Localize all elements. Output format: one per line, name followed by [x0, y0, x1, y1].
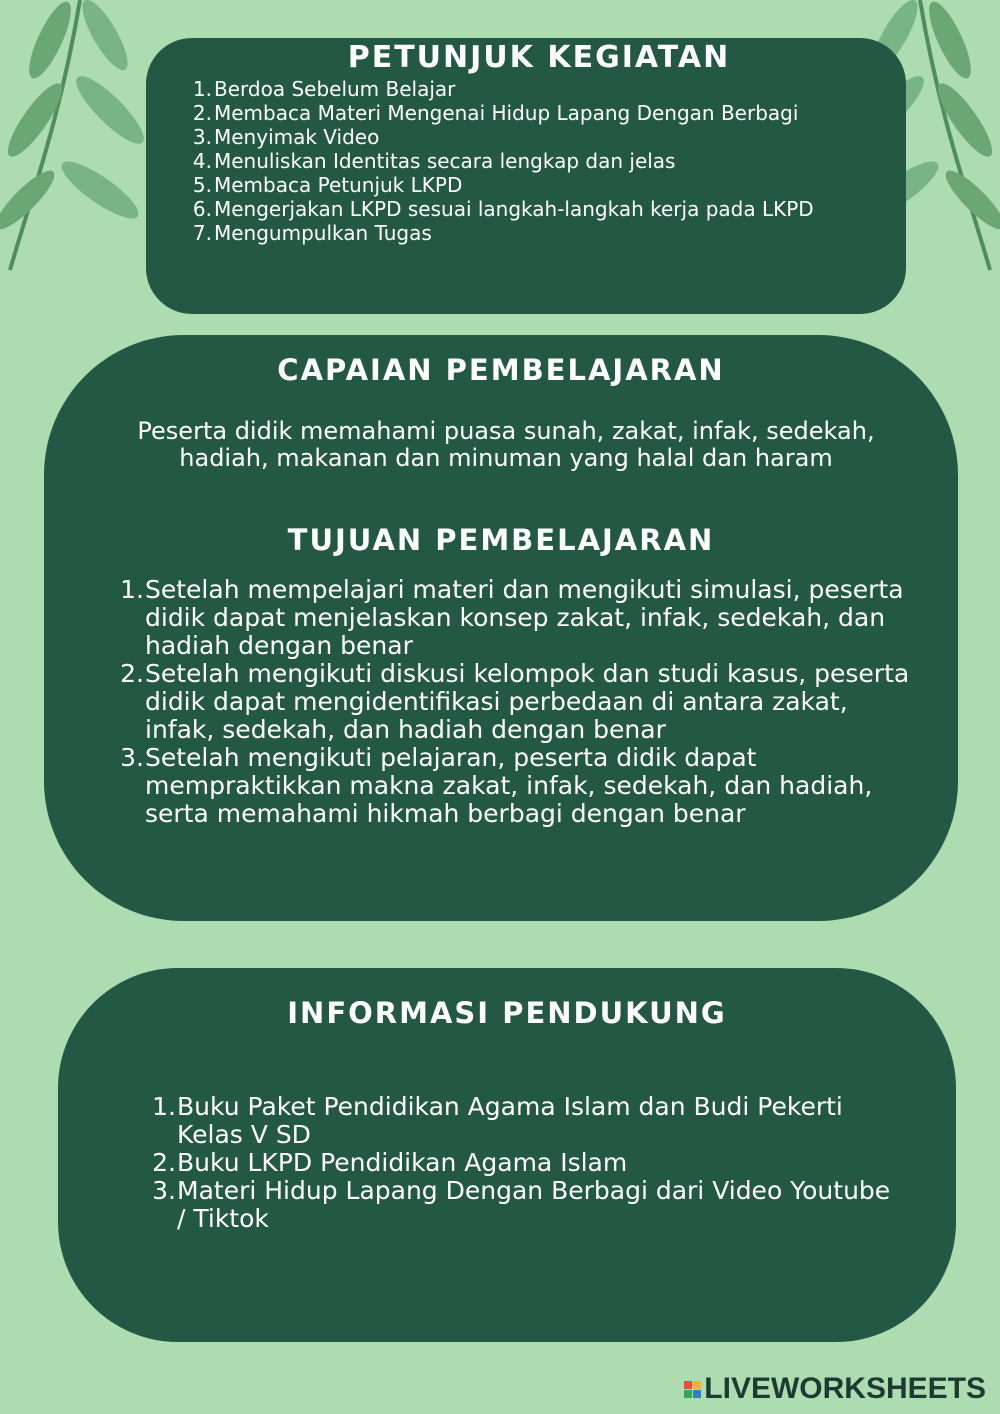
list-item: [190, 125, 888, 149]
capaian-title: CAPAIAN PEMBELAJARAN: [277, 353, 725, 387]
list-item: [190, 197, 888, 221]
item-text: Setelah mengikuti pelajaran, peserta didik dapat mempraktikkan makna zakat, infak, sedekah, dan hadiah, serta memahami hikmah berbagi dengan benar: [145, 743, 873, 828]
list-item: [118, 744, 918, 828]
item-text: Setelah mengikuti diskusi kelompok dan studi kasus, peserta didik dapat mengidentifikasi perbedaan di antara zakat, infak, sedekah, dan hadiah dengan benar: [145, 659, 910, 744]
item-text: Buku Paket Pendidikan Agama Islam dan Budi Pekerti Kelas V SD: [177, 1092, 843, 1149]
item-number: 1.: [152, 1092, 176, 1121]
list-item: [118, 576, 918, 660]
item-number: 1.: [120, 575, 144, 604]
item-number: 7.: [192, 221, 212, 245]
list-item: [190, 149, 888, 173]
item-number: 6.: [192, 197, 212, 221]
list-item: [190, 221, 888, 245]
brand-name: LIVEWORKSHEETS: [704, 1372, 986, 1405]
item-text: Menyimak Video: [214, 125, 380, 149]
petunjuk-title: PETUNJUK KEGIATAN: [347, 40, 731, 75]
item-number: 3.: [192, 125, 212, 149]
item-number: 5.: [192, 173, 212, 197]
item-number: 1.: [192, 77, 212, 101]
list-item: [190, 101, 888, 125]
list-item: [150, 1177, 896, 1233]
item-text: Membaca Petunjuk LKPD: [214, 173, 463, 197]
item-number: 2.: [192, 101, 212, 125]
item-text: Berdoa Sebelum Belajar: [214, 77, 456, 101]
tujuan-title: TUJUAN PEMBELAJARAN: [287, 523, 715, 557]
item-number: 2.: [152, 1148, 176, 1177]
item-number: 3.: [120, 743, 144, 772]
item-number: 2.: [120, 659, 144, 688]
item-text: Setelah mempelajari materi dan mengikuti simulasi, peserta didik dapat menjelaskan konsep zakat, infak, sedekah, dan hadiah dengan benar: [145, 575, 904, 660]
informasi-title: INFORMASI PENDUKUNG: [287, 996, 727, 1030]
item-text: Menuliskan Identitas secara lengkap dan jelas: [214, 149, 676, 173]
list-item: [150, 1093, 896, 1149]
list-item: [190, 77, 888, 101]
leaf-decoration-left-icon: [0, 0, 160, 280]
list-item: [150, 1149, 896, 1177]
list-item: [190, 173, 888, 197]
liveworksheets-logo-icon: [684, 1381, 701, 1398]
item-text: Materi Hidup Lapang Dengan Berbagi dari Video Youtube / Tiktok: [177, 1176, 891, 1233]
item-text: Membaca Materi Mengenai Hidup Lapang Dengan Berbagi: [214, 101, 799, 125]
petunjuk-kegiatan-card: [146, 38, 906, 314]
tujuan-list: [118, 576, 918, 828]
item-number: 3.: [152, 1176, 176, 1205]
informasi-list: [150, 1093, 896, 1233]
capaian-tujuan-card: [44, 335, 958, 921]
item-text: Mengerjakan LKPD sesuai langkah-langkah kerja pada LKPD: [214, 197, 814, 221]
capaian-text: Peserta didik memahami puasa sunah, zakat, infak, sedekah, hadiah, makanan dan minuman yang halal dan haram: [137, 417, 875, 472]
informasi-pendukung-card: [58, 968, 956, 1342]
item-number: 4.: [192, 149, 212, 173]
list-item: [118, 660, 918, 744]
liveworksheets-logo[interactable]: [684, 1372, 986, 1406]
petunjuk-list: [190, 77, 888, 245]
item-text: Mengumpulkan Tugas: [214, 221, 432, 245]
item-text: Buku LKPD Pendidikan Agama Islam: [177, 1148, 628, 1177]
